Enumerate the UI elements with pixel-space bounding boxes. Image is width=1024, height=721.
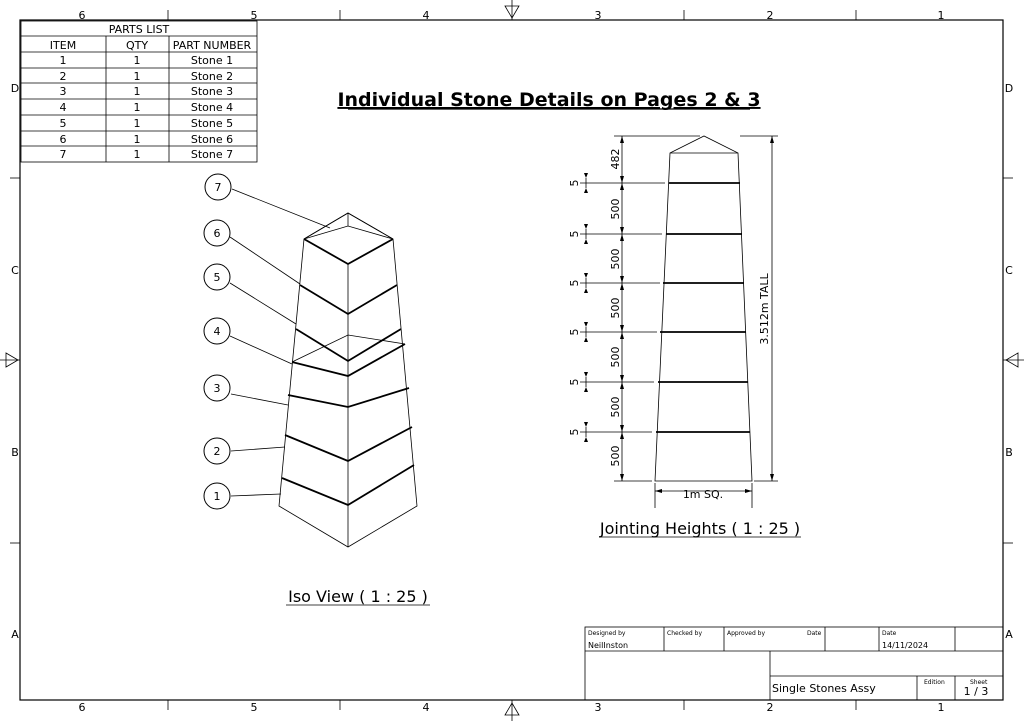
zone-col-bottom-6: 1 bbox=[937, 701, 945, 714]
parts-cell-item: 5 bbox=[59, 117, 67, 130]
dim-segment-5: 500 bbox=[609, 248, 622, 270]
sheet-value: 1 / 3 bbox=[963, 685, 989, 698]
parts-cell-qty: 1 bbox=[133, 117, 141, 130]
balloon-1: 1 bbox=[213, 490, 221, 503]
parts-cell-part: Stone 7 bbox=[190, 148, 234, 161]
zone-col-top-3: 4 bbox=[422, 9, 430, 22]
zone-col-bottom-5: 2 bbox=[766, 701, 774, 714]
dim-segment-3: 500 bbox=[609, 346, 622, 368]
zone-col-bottom-2: 5 bbox=[250, 701, 258, 714]
parts-cell-qty: 1 bbox=[133, 70, 141, 83]
title-block bbox=[585, 627, 1003, 700]
parts-cell-part: Stone 5 bbox=[190, 117, 234, 130]
zone-row-left-b: B bbox=[11, 446, 19, 459]
dim-segment-7: 482 bbox=[609, 148, 622, 170]
parts-cell-qty: 1 bbox=[133, 85, 141, 98]
zone-row-left-d: D bbox=[10, 82, 20, 95]
zone-row-right-a: A bbox=[1005, 628, 1013, 641]
parts-cell-qty: 1 bbox=[133, 148, 141, 161]
iso-view-caption: Iso View ( 1 : 25 ) bbox=[288, 587, 428, 606]
drawing-border bbox=[20, 20, 1003, 700]
base-width-label: 1m SQ. bbox=[682, 488, 724, 501]
balloon-7: 7 bbox=[214, 181, 222, 194]
dim-joint-3: 5 bbox=[568, 328, 581, 336]
dim-joint-6: 5 bbox=[568, 179, 581, 187]
iso-balloons bbox=[204, 174, 330, 509]
balloon-2: 2 bbox=[213, 445, 221, 458]
overall-height-label: 3.512m TALL bbox=[758, 273, 771, 345]
parts-header-qty: QTY bbox=[125, 39, 149, 52]
approval-date-label: Date bbox=[807, 630, 822, 637]
dim-joint-5: 5 bbox=[568, 230, 581, 238]
jointing-view-caption: Jointing Heights ( 1 : 25 ) bbox=[599, 519, 801, 538]
zone-row-left-c: C bbox=[11, 264, 19, 277]
parts-cell-item: 3 bbox=[59, 85, 67, 98]
balloon-4: 4 bbox=[213, 325, 221, 338]
edition-label: Edition bbox=[924, 679, 945, 686]
dim-joint-4: 5 bbox=[568, 279, 581, 287]
zone-row-right-b: B bbox=[1005, 446, 1013, 459]
dim-segment-6: 500 bbox=[609, 198, 622, 220]
zone-col-top-4: 3 bbox=[594, 9, 602, 22]
dim-joint-2: 5 bbox=[568, 378, 581, 386]
balloon-6: 6 bbox=[213, 227, 221, 240]
parts-list bbox=[21, 21, 257, 162]
parts-cell-item: 1 bbox=[59, 54, 67, 67]
balloon-5: 5 bbox=[213, 271, 221, 284]
parts-cell-part: Stone 2 bbox=[190, 70, 234, 83]
designed-by-label: Designed by bbox=[588, 630, 626, 637]
zone-col-bottom-3: 4 bbox=[422, 701, 430, 714]
dim-segment-1: 500 bbox=[609, 445, 622, 467]
dim-segment-2: 500 bbox=[609, 396, 622, 418]
zone-col-top-1: 6 bbox=[78, 9, 86, 22]
dim-joint-1: 5 bbox=[568, 428, 581, 436]
parts-cell-part: Stone 1 bbox=[190, 54, 234, 67]
parts-header-item: ITEM bbox=[49, 39, 77, 52]
parts-cell-item: 7 bbox=[59, 148, 67, 161]
parts-cell-part: Stone 3 bbox=[190, 85, 234, 98]
approved-by-label: Approved by bbox=[727, 630, 766, 637]
parts-cell-qty: 1 bbox=[133, 101, 141, 114]
balloon-3: 3 bbox=[213, 382, 221, 395]
parts-cell-qty: 1 bbox=[133, 54, 141, 67]
iso-view bbox=[279, 213, 417, 547]
checked-by-label: Checked by bbox=[667, 630, 703, 637]
zone-row-right-d: D bbox=[1004, 82, 1014, 95]
parts-header-part-number: PART NUMBER bbox=[172, 39, 252, 52]
parts-list-title: PARTS LIST bbox=[108, 23, 170, 36]
zone-col-top-6: 1 bbox=[937, 9, 945, 22]
date-value: 14/11/2024 bbox=[882, 641, 929, 650]
main-title: Individual Stone Details on Pages 2 & 3 bbox=[337, 89, 761, 111]
designed-by-value: NeilInston bbox=[588, 641, 629, 650]
drawing-title: Single Stones Assy bbox=[772, 682, 876, 695]
sheet-label: Sheet bbox=[970, 679, 988, 686]
parts-cell-part: Stone 6 bbox=[190, 133, 234, 146]
parts-cell-item: 4 bbox=[59, 101, 67, 114]
parts-cell-qty: 1 bbox=[133, 133, 141, 146]
zone-col-bottom-4: 3 bbox=[594, 701, 602, 714]
zone-col-bottom-1: 6 bbox=[78, 701, 86, 714]
zone-col-top-2: 5 bbox=[250, 9, 258, 22]
dim-segment-4: 500 bbox=[609, 297, 622, 319]
parts-cell-item: 2 bbox=[59, 70, 67, 83]
zone-row-left-a: A bbox=[11, 628, 19, 641]
date-label: Date bbox=[882, 630, 897, 637]
parts-cell-item: 6 bbox=[59, 133, 67, 146]
parts-cell-part: Stone 4 bbox=[190, 101, 234, 114]
zone-row-right-c: C bbox=[1005, 264, 1013, 277]
zone-col-top-5: 2 bbox=[766, 9, 774, 22]
